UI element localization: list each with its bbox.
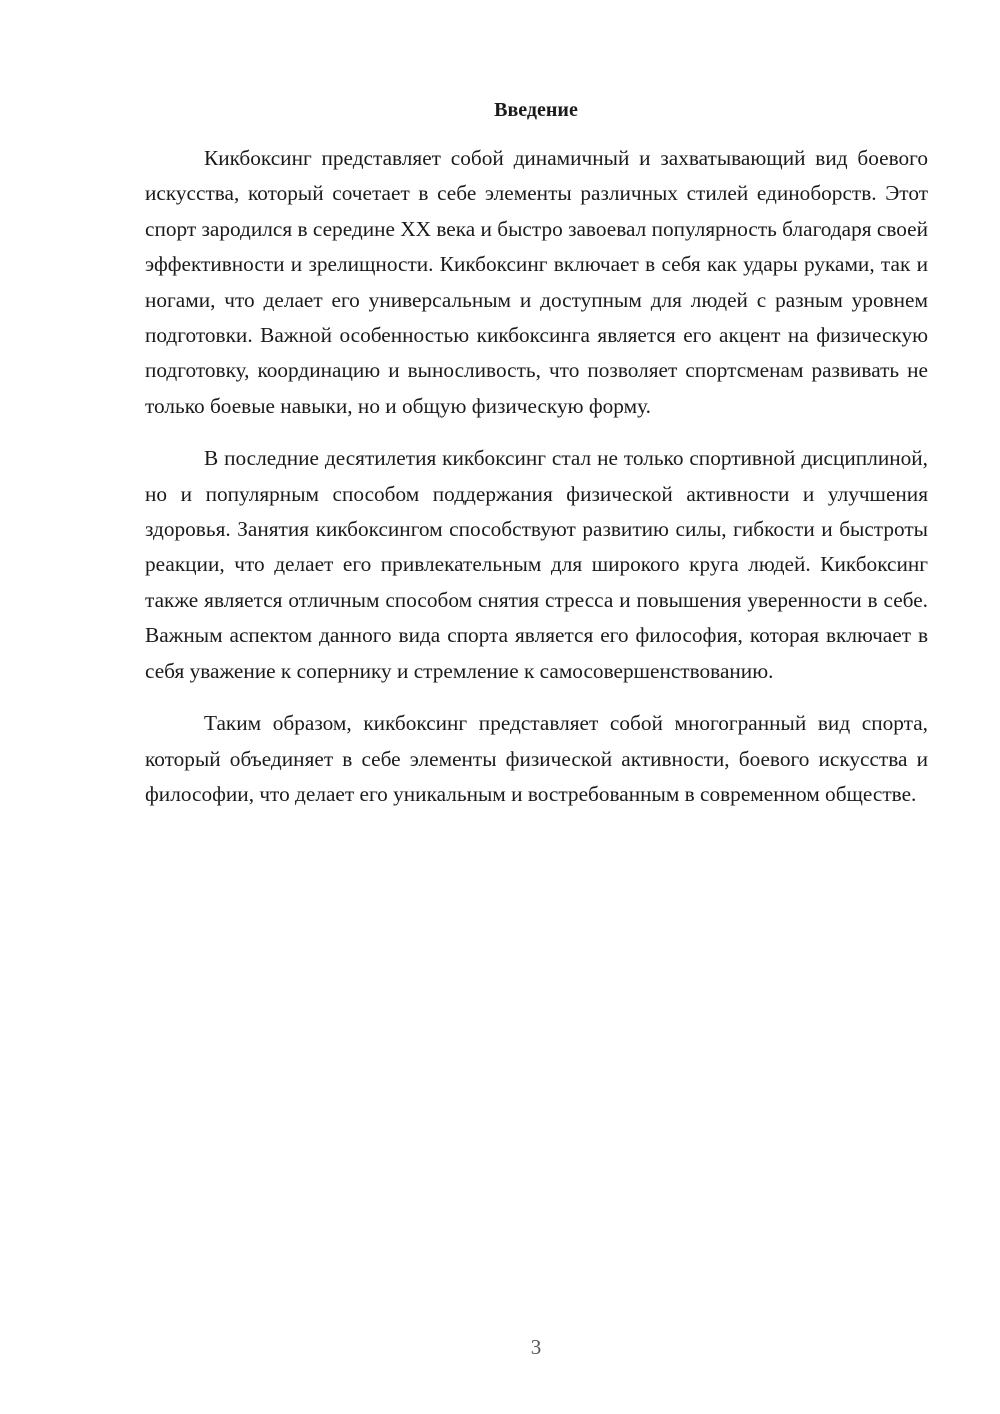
section-heading: Введение	[494, 99, 578, 121]
page-number: 3	[530, 1335, 542, 1359]
paragraph-1: Кикбоксинг представляет собой динамичный и захватывающий вид боевого искусства, который сочетает в себе элементы различных стилей единоборств. Этот спорт зародился в середине XX века и быстро завоевал популярность благодаря своей эффективности и зрелищности. Кикбоксинг включает в себя как удары руками, так и ногами, что делает его универсальным и доступным для людей с разным уровнем подготовки. Важной особенностью кикбоксинга является его акцент на физическую подготовку, координацию и выносливость, что позволяет спортсменам развивать не только боевые навыки, но и общую физическую форму.	[145, 146, 928, 418]
paragraph-3: Таким образом, кикбоксинг представляет собой многогранный вид спорта, который объединяет в себе элементы физической активности, боевого искусства и философии, что делает его уникальным и востребованным в современном обществе.	[145, 711, 928, 806]
body-text	[145, 141, 928, 829]
paragraph-2: В последние десятилетия кикбоксинг стал не только спортивной дисциплиной, но и популярным способом поддержания физической активности и улучшения здоровья. Занятия кикбоксингом способствуют развитию силы, гибкости и быстроты реакции, что делает его привлекательным для широкого круга людей. Кикбоксинг также является отличным способом снятия стресса и повышения уверенности в себе. Важным аспектом данного вида спорта является его философия, которая включает в себя уважение к сопернику и стремление к самосовершенствованию.	[145, 446, 928, 683]
